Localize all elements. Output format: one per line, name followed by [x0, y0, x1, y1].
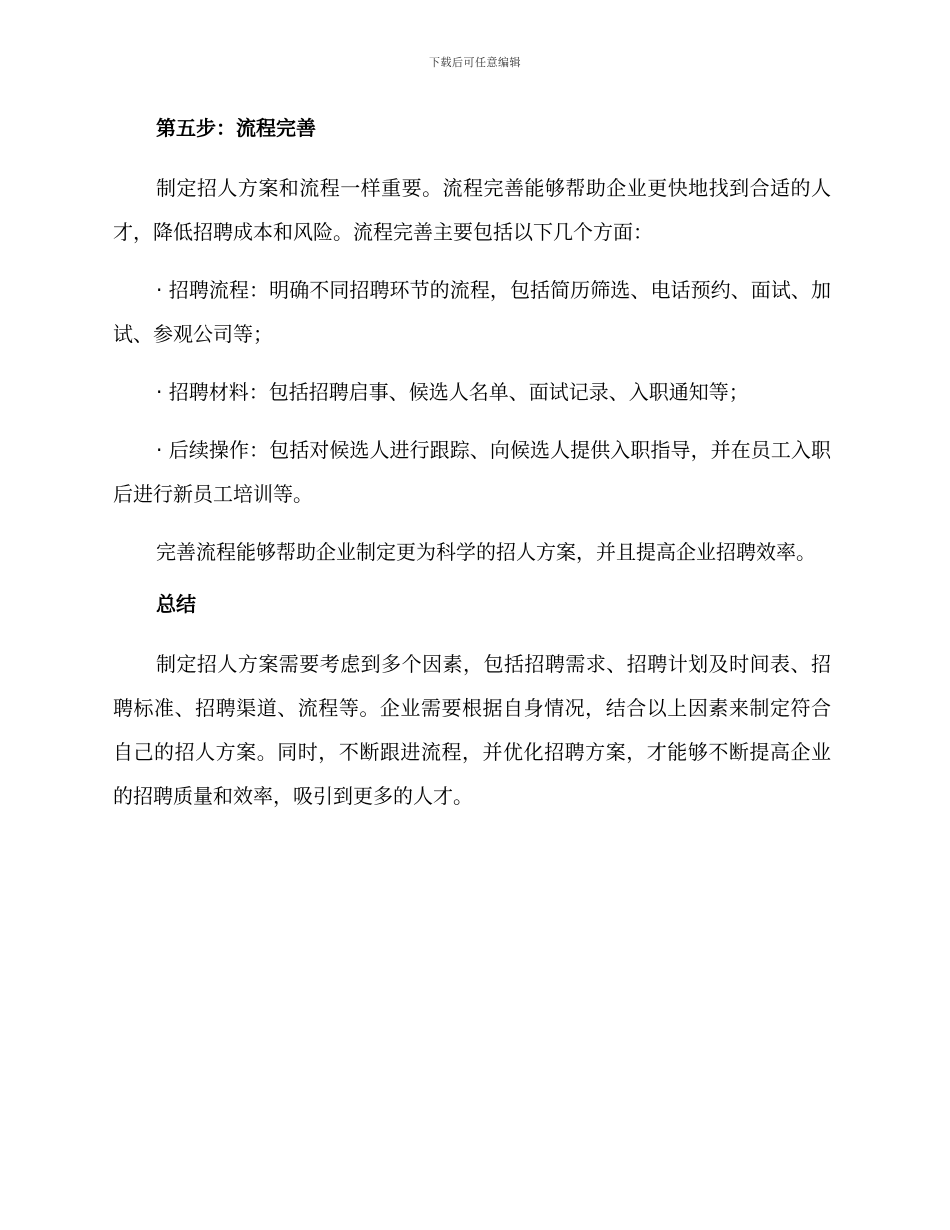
bullet-follow-up-operations: · 后续操作：包括对候选人进行跟踪、向候选人提供入职指导，并在员工入职后进行新员工培训等。 [113, 438, 831, 506]
document-body [113, 112, 831, 832]
step5-heading: 第五步：流程完善 [156, 116, 316, 140]
summary-heading: 总结 [156, 592, 196, 616]
summary-paragraph: 制定招人方案需要考虑到多个因素，包括招聘需求、招聘计划及时间表、招聘标准、招聘渠道、流程等。企业需要根据自身情况，结合以上因素来制定符合自己的招人方案。同时，不断跟进流程，并优化招聘方案，才能够不断提高企业的招聘质量和效率，吸引到更多的人才。 [113, 652, 831, 808]
bullet-recruitment-process: · 招聘流程：明确不同招聘环节的流程，包括简历筛选、电话预约、面试、加试、参观公司等； [113, 278, 831, 346]
bullet-recruitment-materials: · 招聘材料：包括招聘启事、候选人名单、面试记录、入职通知等； [156, 380, 749, 404]
step5-intro-paragraph: 制定招人方案和流程一样重要。流程完善能够帮助企业更快地找到合适的人才，降低招聘成本和风险。流程完善主要包括以下几个方面： [113, 176, 831, 244]
step5-conclusion-paragraph: 完善流程能够帮助企业制定更为科学的招人方案，并且提高企业招聘效率。 [156, 540, 816, 564]
page-header: 下载后可任意编辑 [429, 56, 521, 69]
